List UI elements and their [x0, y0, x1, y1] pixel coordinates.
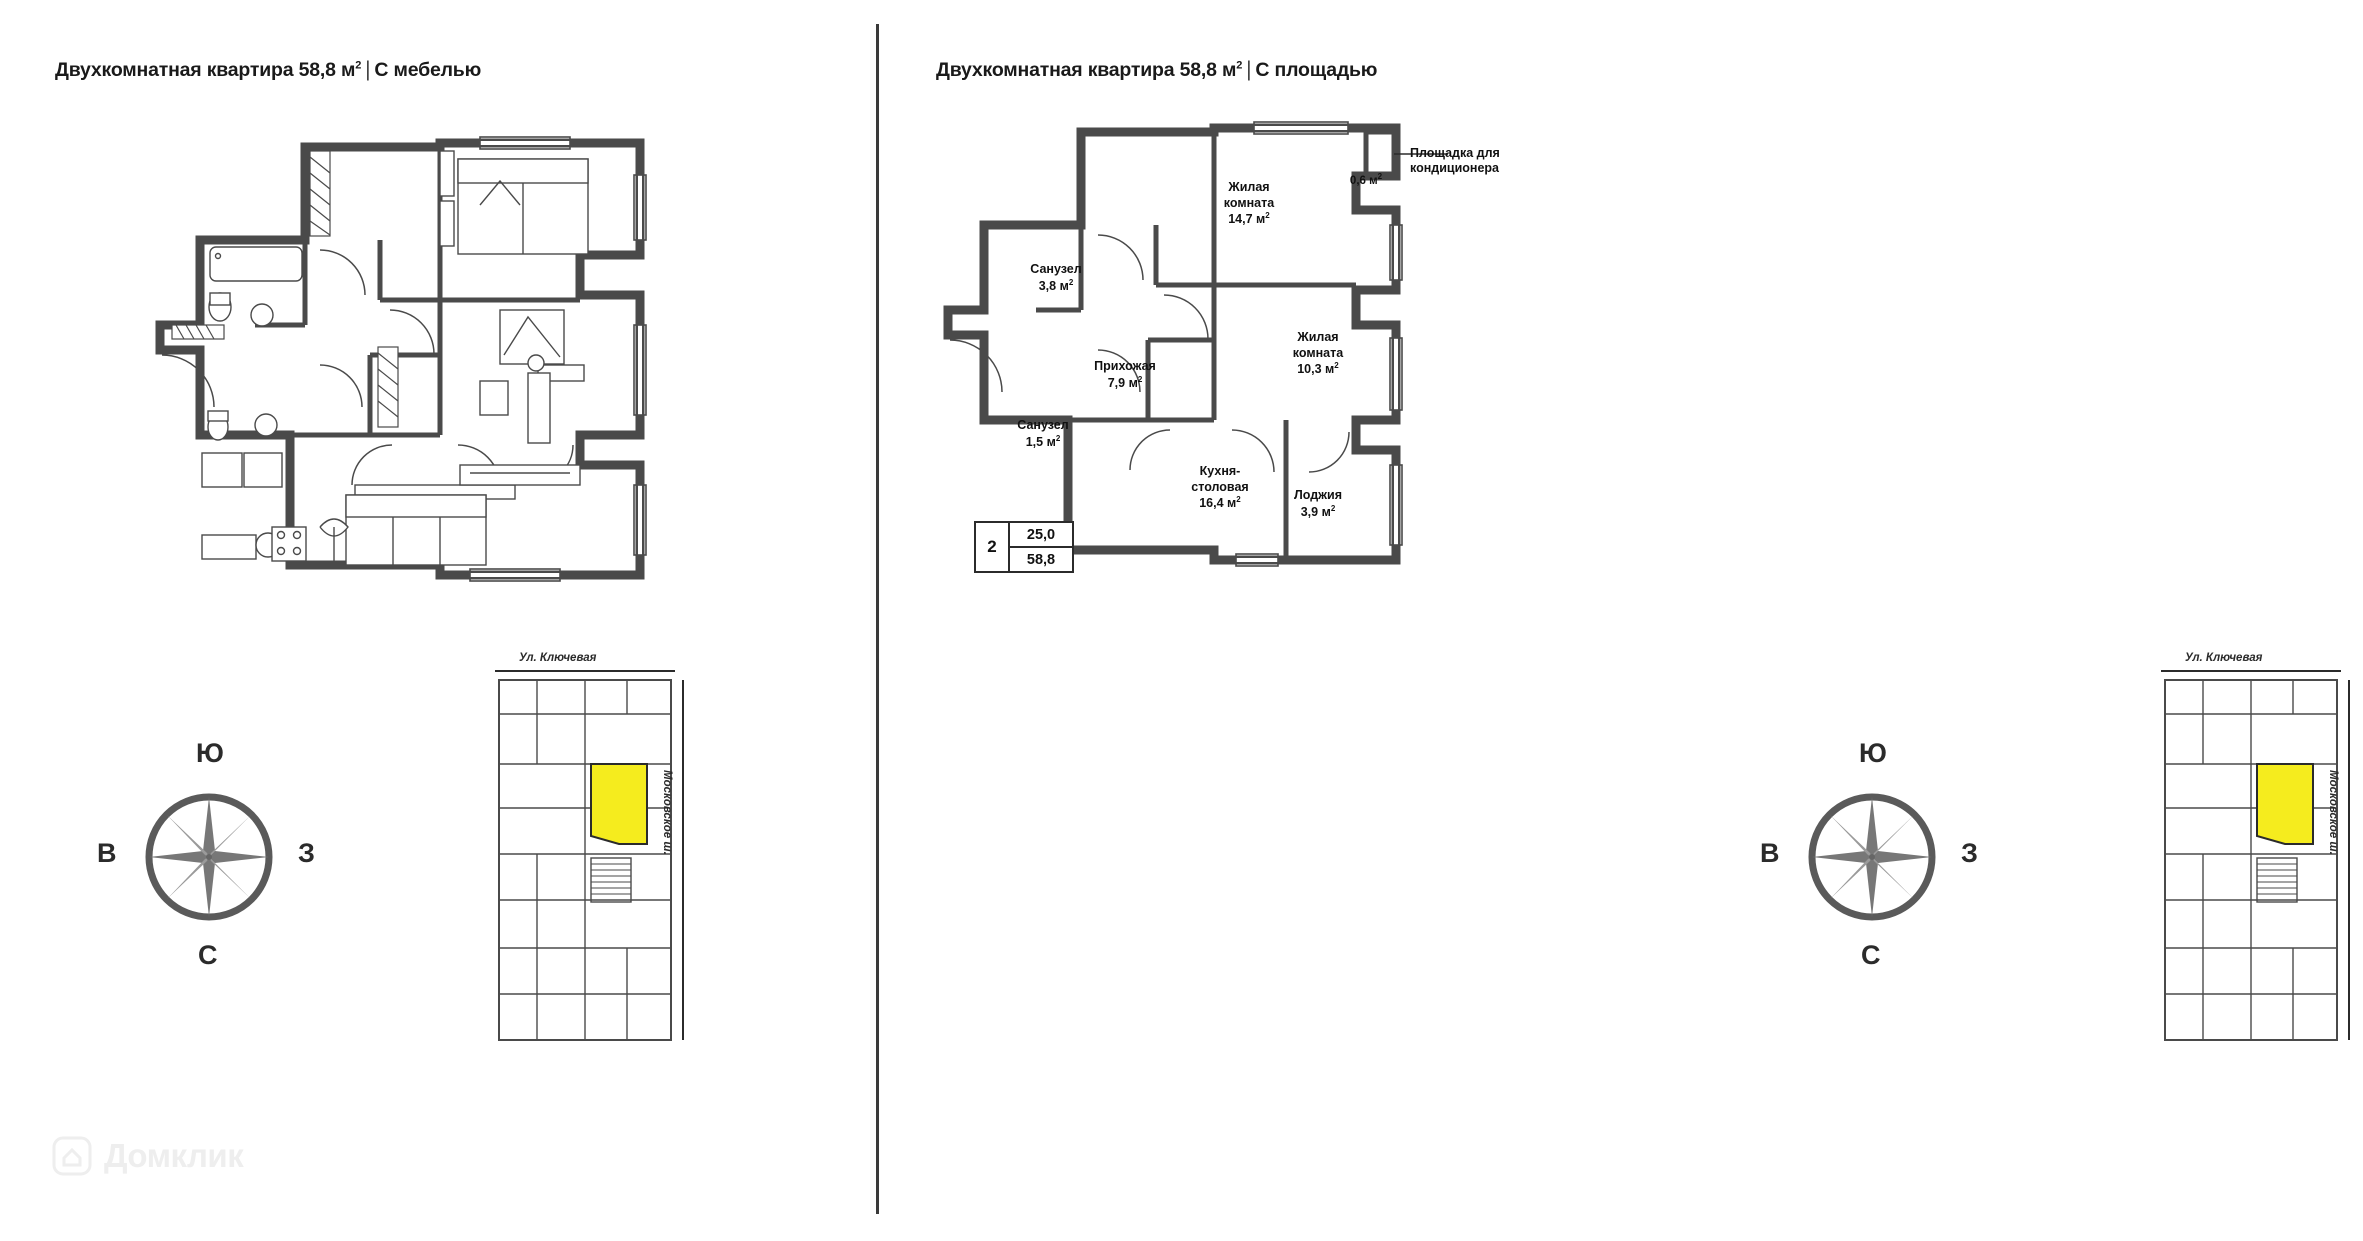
compass-label-east: З [298, 838, 315, 868]
street-label-right: Московское ш. [661, 770, 673, 855]
room-area-sup: 2 [1137, 374, 1143, 384]
room-area-sup: 2 [1265, 211, 1270, 221]
street-label-top: Ул. Ключевая [519, 652, 597, 664]
room-name-line2: столовая [1191, 479, 1249, 494]
ac-area-value: 0,6 м [1349, 174, 1378, 187]
title-variant-text: С площадью [1255, 59, 1378, 81]
room-area [1184, 211, 1314, 228]
page-title-furnished [55, 58, 481, 82]
page-title-areas [936, 58, 1377, 82]
room-area-value: 7,9 м [1107, 375, 1138, 390]
room-name-line1: Жилая [1297, 330, 1339, 344]
highlighted-apartment [591, 764, 647, 844]
room-area-sup: 2 [1330, 503, 1336, 513]
room-label-loggia [1263, 488, 1373, 520]
ac-platform-area [1331, 172, 1401, 188]
key-plan-graphic [2153, 668, 2363, 1068]
room-label-bathroom-1 [996, 262, 1116, 294]
callout-line2: кондиционера [1410, 161, 1499, 176]
callout-line1: Площадка для [1410, 146, 1500, 160]
room-name-line1: Кухня- [1199, 464, 1241, 478]
room-area-sup: 2 [1068, 277, 1074, 287]
ac-area-sup: 2 [1377, 172, 1383, 181]
watermark-domclick [52, 1136, 243, 1176]
room-name-line1: Санузел [1017, 418, 1069, 432]
compass-rose-areas [1758, 735, 1986, 980]
room-area-value: 1,5 м [1025, 434, 1056, 449]
compass-rose-furnished [95, 735, 323, 980]
stamp-total-area: 58,8 [1026, 551, 1056, 568]
key-plan-graphic [487, 668, 697, 1068]
room-area-sup: 2 [1334, 361, 1339, 371]
compass-label-west: В [97, 838, 117, 868]
room-area-value: 3,8 м [1038, 278, 1069, 293]
room-label-bathroom-2 [983, 418, 1103, 450]
room-area-value: 10,3 м [1297, 362, 1335, 377]
compass-graphic [1758, 735, 1986, 975]
compass-label-south: С [1861, 940, 1881, 970]
room-area [1263, 504, 1373, 521]
room-label-living-1 [1184, 180, 1314, 228]
callout-ac-platform [1410, 146, 1500, 177]
room-area [1253, 361, 1383, 378]
panel-areas [878, 0, 2339, 1241]
title-variant-text: С мебелью [374, 59, 482, 81]
room-area-sup: 2 [1055, 433, 1061, 443]
title-superscript: 2 [1236, 59, 1243, 72]
title-separator: | [1246, 58, 1252, 81]
room-area [1060, 375, 1190, 392]
title-main-text: Двухкомнатная квартира 58,8 м [55, 59, 356, 81]
compass-graphic [95, 735, 323, 975]
title-separator: | [365, 58, 371, 81]
room-name-line2: комната [1223, 195, 1275, 210]
room-area-value: 3,9 м [1300, 504, 1331, 519]
title-superscript: 2 [355, 59, 362, 72]
room-area-value: 14,7 м [1228, 212, 1266, 227]
area-summary-stamp [974, 521, 1074, 573]
title-main-text: Двухкомнатная квартира 58,8 м [936, 59, 1237, 81]
room-name-line1: Лоджия [1293, 488, 1343, 502]
highlighted-apartment [2257, 764, 2313, 844]
room-name-line1: Санузел [1030, 262, 1082, 276]
room-area [996, 278, 1116, 295]
compass-label-west: В [1760, 838, 1780, 868]
compass-label-east: З [1961, 838, 1978, 868]
domclick-logo-icon [52, 1136, 92, 1176]
panel-furnished [0, 0, 876, 1241]
compass-label-north: Ю [196, 738, 224, 768]
room-label-hallway [1060, 359, 1190, 391]
street-label-top: Ул. Ключевая [2185, 652, 2263, 664]
room-name-line1: Жилая [1228, 180, 1270, 194]
room-area [983, 434, 1103, 451]
room-name-line2: комната [1292, 345, 1344, 360]
room-area-sup: 2 [1236, 495, 1241, 505]
stamp-rooms-count: 2 [976, 523, 1010, 571]
room-name-line1: Прихожая [1094, 359, 1156, 373]
compass-label-north: Ю [1859, 738, 1887, 768]
compass-label-south: С [198, 940, 218, 970]
stamp-living-area: 25,0 [1010, 523, 1072, 548]
watermark-text: Домклик [104, 1137, 244, 1174]
room-area-value: 16,4 м [1199, 496, 1237, 511]
street-label-right: Московское ш. [2327, 770, 2339, 855]
room-label-living-2 [1253, 330, 1383, 378]
furnished-floorplan-drawing [140, 135, 680, 635]
